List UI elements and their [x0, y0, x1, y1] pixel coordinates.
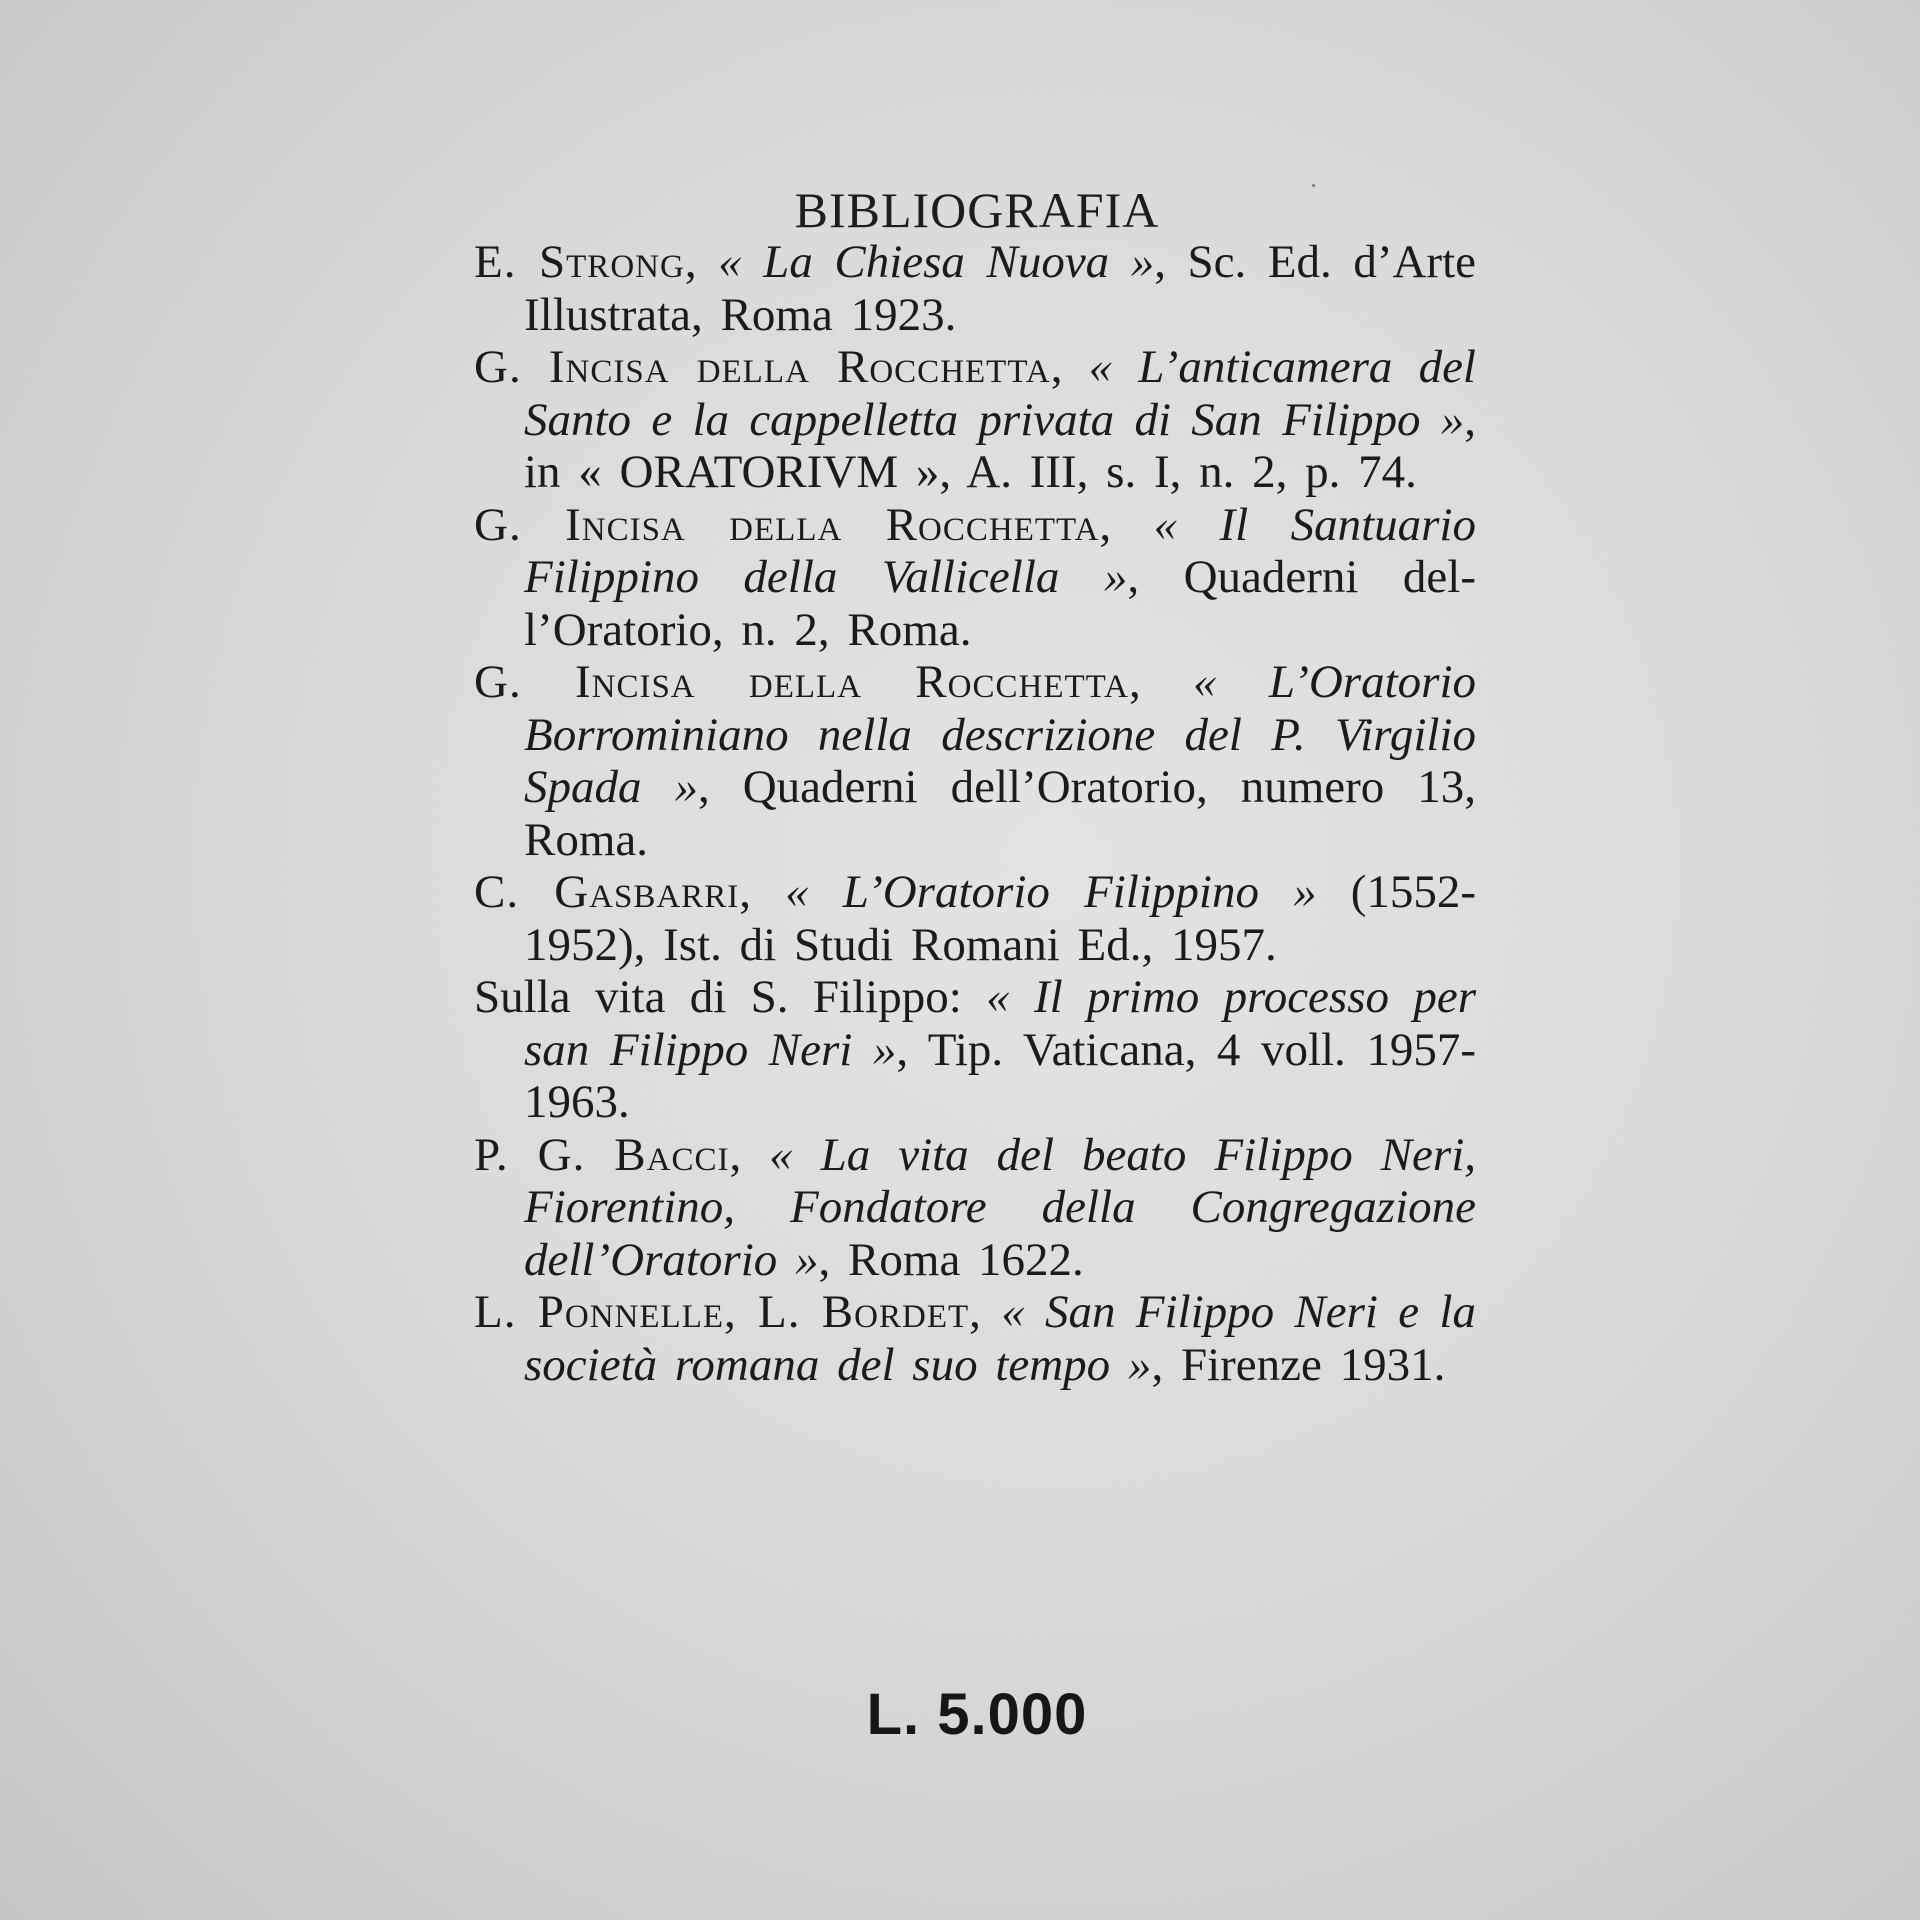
bibliography-entry	[474, 236, 1476, 341]
entry-title: « San Filippo Neri e la società romana del suo tempo »	[524, 1286, 1476, 1391]
entry-title: « L’Oratorio Filippino »	[785, 866, 1317, 918]
entry-author: G. Incisa della Rocchetta	[474, 656, 1130, 708]
entry-details: , Sc. Ed. d’Arte Illustrata, Roma 1923.	[524, 236, 1477, 341]
bibliography-entry	[474, 656, 1476, 866]
entry-separator: ,	[739, 866, 786, 918]
entry-details: , Roma 1622.	[818, 1233, 1084, 1286]
entry-separator: ,	[684, 236, 719, 288]
entry-title: « Il primo processo per san Filippo Neri »	[524, 971, 1476, 1076]
entry-separator: Sulla vita di S. Filippo:	[474, 971, 987, 1023]
entry-separator: ,	[1099, 498, 1154, 551]
entry-separator: ,	[1050, 341, 1089, 393]
entry-details: , Quaderni dell’Oratorio, numero 13, Roma.	[524, 761, 1477, 866]
entry-author: C. Gasbarri	[474, 866, 740, 918]
bibliography-list	[474, 236, 1476, 1391]
entry-details: , in « ORATORIVM », A. III, s. I, n. 2, p. 74.	[524, 393, 1476, 498]
entry-separator: ,	[729, 1128, 770, 1181]
entry-details: , Firenze 1931.	[1151, 1338, 1446, 1391]
entry-title: « Il Santuario Filippino della Vallicella »	[524, 498, 1476, 603]
bibliography-entry	[474, 1129, 1476, 1287]
price-label: L. 5.000	[866, 1682, 1088, 1747]
bibliography-entry	[474, 866, 1476, 971]
bibliography-entry	[474, 499, 1476, 657]
entry-title: « La Chiesa Nuova »	[718, 236, 1155, 288]
entry-separator: ,	[969, 1286, 1002, 1338]
entry-details: , Quaderni dell’Oratorio, n. 2, Roma.	[524, 551, 1477, 656]
entry-author: G. Incisa della Rocchetta	[474, 498, 1100, 551]
entry-title: « L’Oratorio Borrominiano nella descrizione del P. Virgilio Spada »	[524, 656, 1477, 813]
entry-title: « La vita del beato Filippo Neri, Fiorentino, Fondatore della Congregazione dell’Oratorio »	[524, 1128, 1477, 1286]
bibliography-heading: BIBLIOGRAFIA	[794, 182, 1160, 238]
entry-author: L. Ponnelle, L. Bordet	[474, 1286, 970, 1338]
entry-title: « L’anticamera del Santo e la cappelletta privata di San Filippo »	[524, 341, 1476, 446]
bibliography-entry	[474, 341, 1476, 499]
entry-details: (1552-1952), Ist. di Studi Romani Ed., 1957.	[524, 866, 1477, 971]
entry-author: E. Strong	[474, 236, 685, 288]
entry-separator: ,	[1129, 656, 1194, 708]
entry-author: G. Incisa della Rocchetta	[474, 341, 1051, 393]
bibliography-entry	[474, 1286, 1476, 1391]
entry-author: P. G. Bacci	[474, 1128, 730, 1181]
entry-details: , Tip. Vaticana, 4 voll. 1957-1963.	[524, 1023, 1476, 1128]
bibliography-entry	[474, 971, 1476, 1129]
